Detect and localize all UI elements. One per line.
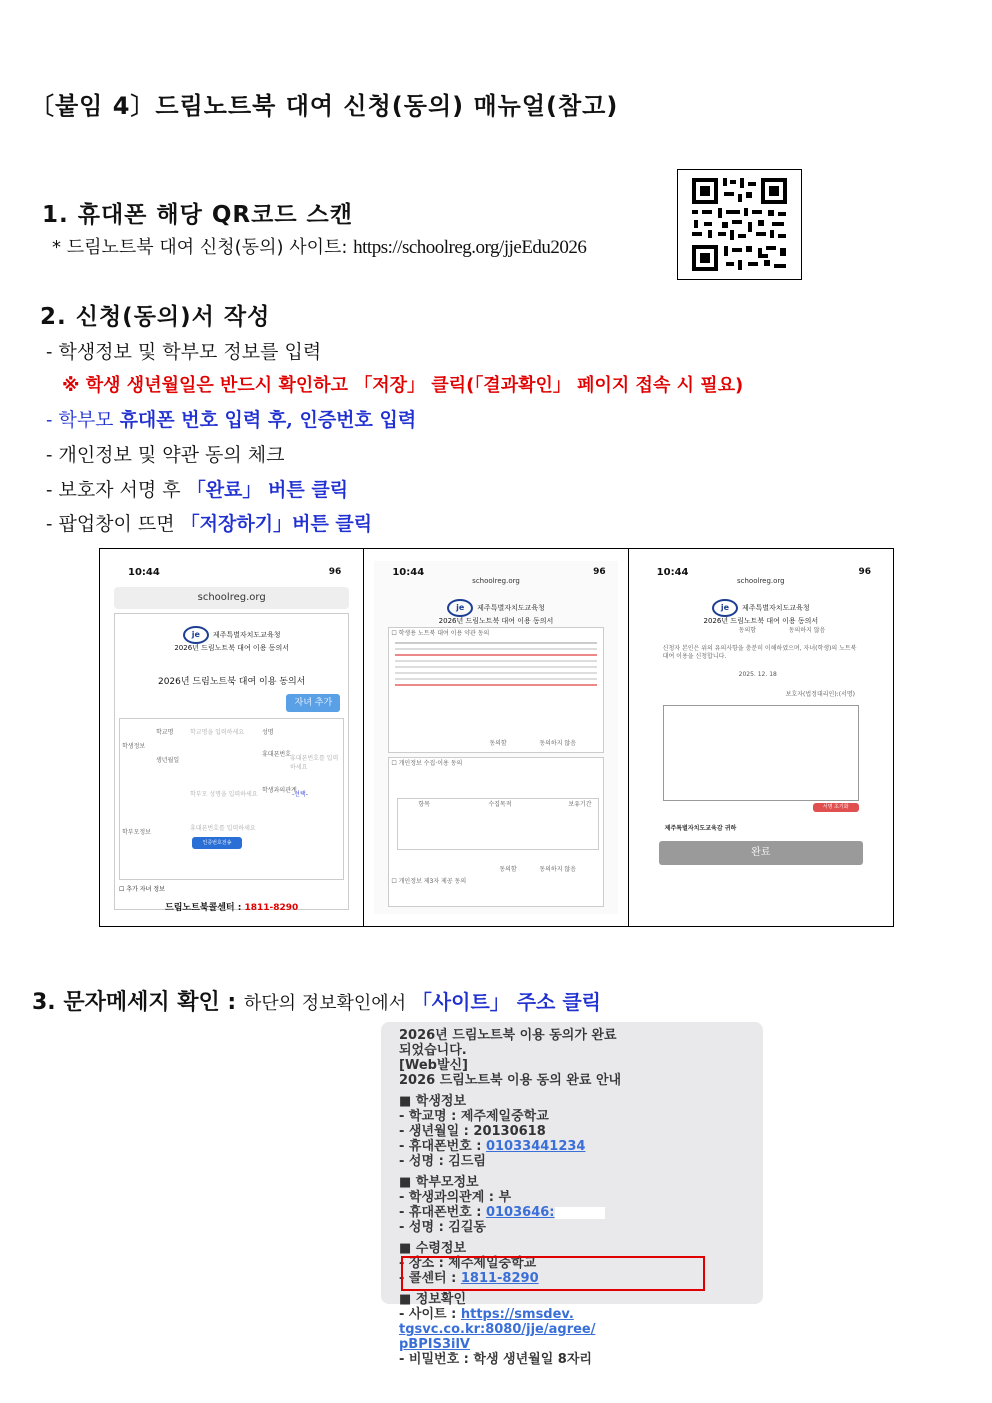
sms-parent-header: ■ 학부모정보 — [399, 1175, 479, 1190]
guardian-label: 보호자(법정대리인):(서명) — [785, 691, 855, 698]
highlight-box — [401, 1256, 705, 1291]
sms-name: - 성명 : 김드림 — [399, 1154, 486, 1169]
section1-heading: 1. 휴대폰 해당 QR코드 스캔 — [42, 202, 353, 228]
redaction — [555, 1207, 605, 1219]
status-battery: 96 — [328, 567, 342, 577]
org-line2: 2026년 드림노트북 대여 이용 동의서 — [174, 644, 289, 652]
org-line2: 2026년 드림노트북 대여 이용 동의서 — [438, 617, 554, 625]
sms-parent-phone-label: - 휴대폰번호 : — [399, 1205, 486, 1220]
callcenter-info — [115, 900, 348, 913]
privacy-disagree[interactable]: 동의하지 않음 — [539, 866, 577, 873]
label-relation: 학생과의관계 — [262, 787, 297, 794]
step-parent-phone-b: 휴대폰 번호 입력 후, 인증번호 입력 — [119, 409, 417, 431]
sms-phone-label: - 휴대폰번호 : — [399, 1139, 486, 1154]
logo-icon: je — [447, 599, 473, 617]
sms-site — [399, 1307, 745, 1322]
callcenter-label: 드림노트북콜센터 : — [165, 903, 245, 913]
sms-receive-header: ■ 수령정보 — [399, 1241, 467, 1256]
site-url[interactable]: https://schoolreg.org/jjeEdu2026 — [353, 237, 587, 258]
sms-student-header: ■ 학생정보 — [399, 1094, 467, 1109]
sms-message — [381, 1022, 763, 1367]
section3-heading — [32, 985, 601, 1016]
step-parent-phone-a: - 학부모 — [46, 409, 120, 431]
consent-date: 2025. 12. 18 — [738, 671, 777, 678]
relation-select[interactable]: -선택- — [292, 791, 308, 798]
status-battery: 96 — [593, 567, 606, 577]
terms-disagree[interactable]: 동의하지 않음 — [539, 740, 577, 747]
org-header — [115, 626, 348, 653]
sms-site-link-2[interactable]: tgsvc.co.kr:8080/jje/agree/ — [399, 1322, 596, 1337]
step-save — [46, 509, 372, 536]
org-header — [374, 599, 617, 626]
status-time: 10:44 — [128, 567, 160, 578]
signature-pad[interactable] — [663, 705, 859, 801]
logo-icon: je — [183, 626, 209, 644]
parent-name-input[interactable]: 학부모 성명을 입력하세요 — [190, 791, 258, 798]
status-time: 10:44 — [392, 567, 425, 578]
verify-button[interactable]: 인증번호전송 — [192, 837, 242, 849]
callcenter-number: 1811-8290 — [244, 903, 299, 913]
sms-phone — [399, 1139, 745, 1154]
final-disagree[interactable]: 동의하지 않음 — [788, 627, 826, 634]
add-child-info[interactable]: ☐ 추가 자녀 정보 — [119, 886, 165, 893]
status-battery: 96 — [858, 567, 871, 577]
final-agree[interactable]: 동의함 — [738, 627, 757, 634]
sms-password: - 비밀번호 : 학생 생년월일 8자리 — [399, 1352, 592, 1367]
terms-section: ☐ 학생용 노트북 대여 이용 약관 동의 — [391, 630, 490, 637]
address-host: schoolreg.org — [737, 577, 785, 585]
org-line1: 제주특별자치도교육청 — [477, 604, 545, 612]
label-birth: 생년월일 — [156, 757, 180, 764]
status-time: 10:44 — [656, 567, 689, 578]
org-line1: 제주특별자치도교육청 — [742, 604, 810, 612]
sms-line: 되었습니다. — [399, 1043, 467, 1058]
screen-terms — [364, 549, 628, 926]
page-title: 〔붙임 4〕드림노트북 대여 신청(동의) 매뉴얼(참고) — [30, 92, 619, 120]
birthdate-warning: ※ 학생 생년월일은 반드시 확인하고 「저장」 클릭(「결과확인」 페이지 접속 시 필요) — [62, 375, 744, 396]
sms-line: [Web발신] — [399, 1058, 468, 1073]
col-item: 항목 — [418, 801, 430, 808]
sms-line: 2026년 드림노트북 이용 동의가 완료 — [399, 1028, 617, 1043]
step-sign — [46, 475, 348, 502]
parent-phone-input[interactable]: 휴대폰번호를 입력하세요 — [190, 825, 256, 832]
org-header — [639, 599, 883, 626]
screen-signature — [629, 549, 893, 926]
section2-heading: 2. 신청(동의)서 작성 — [40, 304, 271, 330]
sms-birth: - 생년월일 : 20130618 — [399, 1124, 546, 1139]
office-label: 제주특별자치도교육감 귀하 — [664, 825, 737, 832]
sms-school: - 학교명 : 제주제일중학교 — [399, 1109, 549, 1124]
phone-input[interactable]: 휴대폰번호를 입력하세요 — [290, 755, 339, 771]
third-party-section: ☐ 개인정보 제3자 제공 동의 — [391, 878, 467, 885]
step-parent-phone — [46, 405, 416, 432]
privacy-section: ☐ 개인정보 수집·이용 동의 — [391, 760, 463, 767]
qr-code[interactable] — [677, 169, 802, 280]
address-host: schoolreg.org — [472, 577, 520, 585]
org-line1: 제주특별자치도교육청 — [212, 631, 281, 639]
sms-call-label: - 콜센터 : — [399, 1271, 461, 1286]
label-student: 학생정보 — [122, 743, 146, 750]
address-bar[interactable] — [114, 587, 349, 609]
site-note — [52, 233, 586, 259]
screen-application-form — [100, 549, 364, 926]
sms-parent-phone — [399, 1205, 745, 1220]
sms-call-link[interactable]: 1811-8290 — [460, 1271, 539, 1286]
step-save-a: - 팝업창이 뜨면 — [46, 513, 181, 535]
school-input[interactable]: 학교명을 입력하세요 — [190, 729, 245, 736]
label-name: 성명 — [262, 729, 274, 736]
org-line2: 2026년 드림노트북 대여 이용 동의서 — [703, 617, 819, 625]
site-note-label: * 드림노트북 대여 신청(동의) 사이트: — [52, 237, 354, 258]
step-sign-a: - 보호자 서명 후 — [46, 479, 187, 501]
sms-phone-link[interactable]: 01033441234 — [485, 1139, 586, 1154]
add-child-button[interactable]: 자녀 추가 — [286, 694, 340, 712]
address-host: schoolreg.org — [197, 592, 266, 603]
col-purpose: 수집목적 — [488, 801, 512, 808]
form-title: 2026년 드림노트북 대여 이용 동의서 — [157, 677, 306, 687]
step-save-b: 「저장하기」버튼 클릭 — [180, 513, 373, 535]
sms-relation: - 학생과의관계 : 부 — [399, 1190, 512, 1205]
step-consent: - 개인정보 및 약관 동의 체크 — [46, 444, 285, 466]
complete-button[interactable]: 완료 — [659, 841, 863, 865]
sms-info-header: ■ 정보확인 — [399, 1292, 467, 1307]
step-student-info: - 학생정보 및 학부모 정보를 입력 — [46, 341, 322, 363]
consent-text: 신청자 본인은 위의 유의사항을 충분히 이해하였으며, 자녀(학생)의 노트북 대여 이용을 신청합니다. — [662, 645, 857, 660]
step-sign-b: 「완료」 버튼 클릭 — [186, 479, 349, 501]
label-phone: 휴대폰번호 — [262, 751, 291, 758]
sms-parent-name: - 성명 : 김길동 — [399, 1220, 486, 1235]
label-parent: 학부모정보 — [122, 829, 151, 836]
logo-icon: je — [712, 599, 738, 617]
label-school: 학교명 — [156, 729, 174, 736]
sms-line: 2026 드림노트북 이용 동의 완료 안내 — [399, 1073, 622, 1088]
terms-agree[interactable]: 동의함 — [489, 740, 507, 747]
sms-site-label: - 사이트 : — [399, 1307, 461, 1322]
screenshot-strip — [99, 548, 894, 927]
reset-signature-button[interactable]: 서명 초기화 — [813, 803, 859, 812]
section3-heading-c: 「사이트」 주소 클릭 — [411, 990, 601, 1014]
sms-parent-phone-link[interactable]: 0103646: — [485, 1205, 555, 1220]
sms-site-link-3[interactable]: pBPIS3ilV — [399, 1337, 470, 1352]
section3-heading-b: 하단의 정보확인에서 — [243, 993, 412, 1014]
privacy-agree[interactable]: 동의함 — [499, 866, 517, 873]
sms-place: - 장소 : 제주제일중학교 — [399, 1256, 537, 1271]
col-period: 보유기간 — [568, 801, 592, 808]
section3-heading-a: 3. 문자메세지 확인 : — [32, 990, 244, 1015]
sms-site-link-1[interactable]: https://smsdev. — [460, 1307, 574, 1322]
